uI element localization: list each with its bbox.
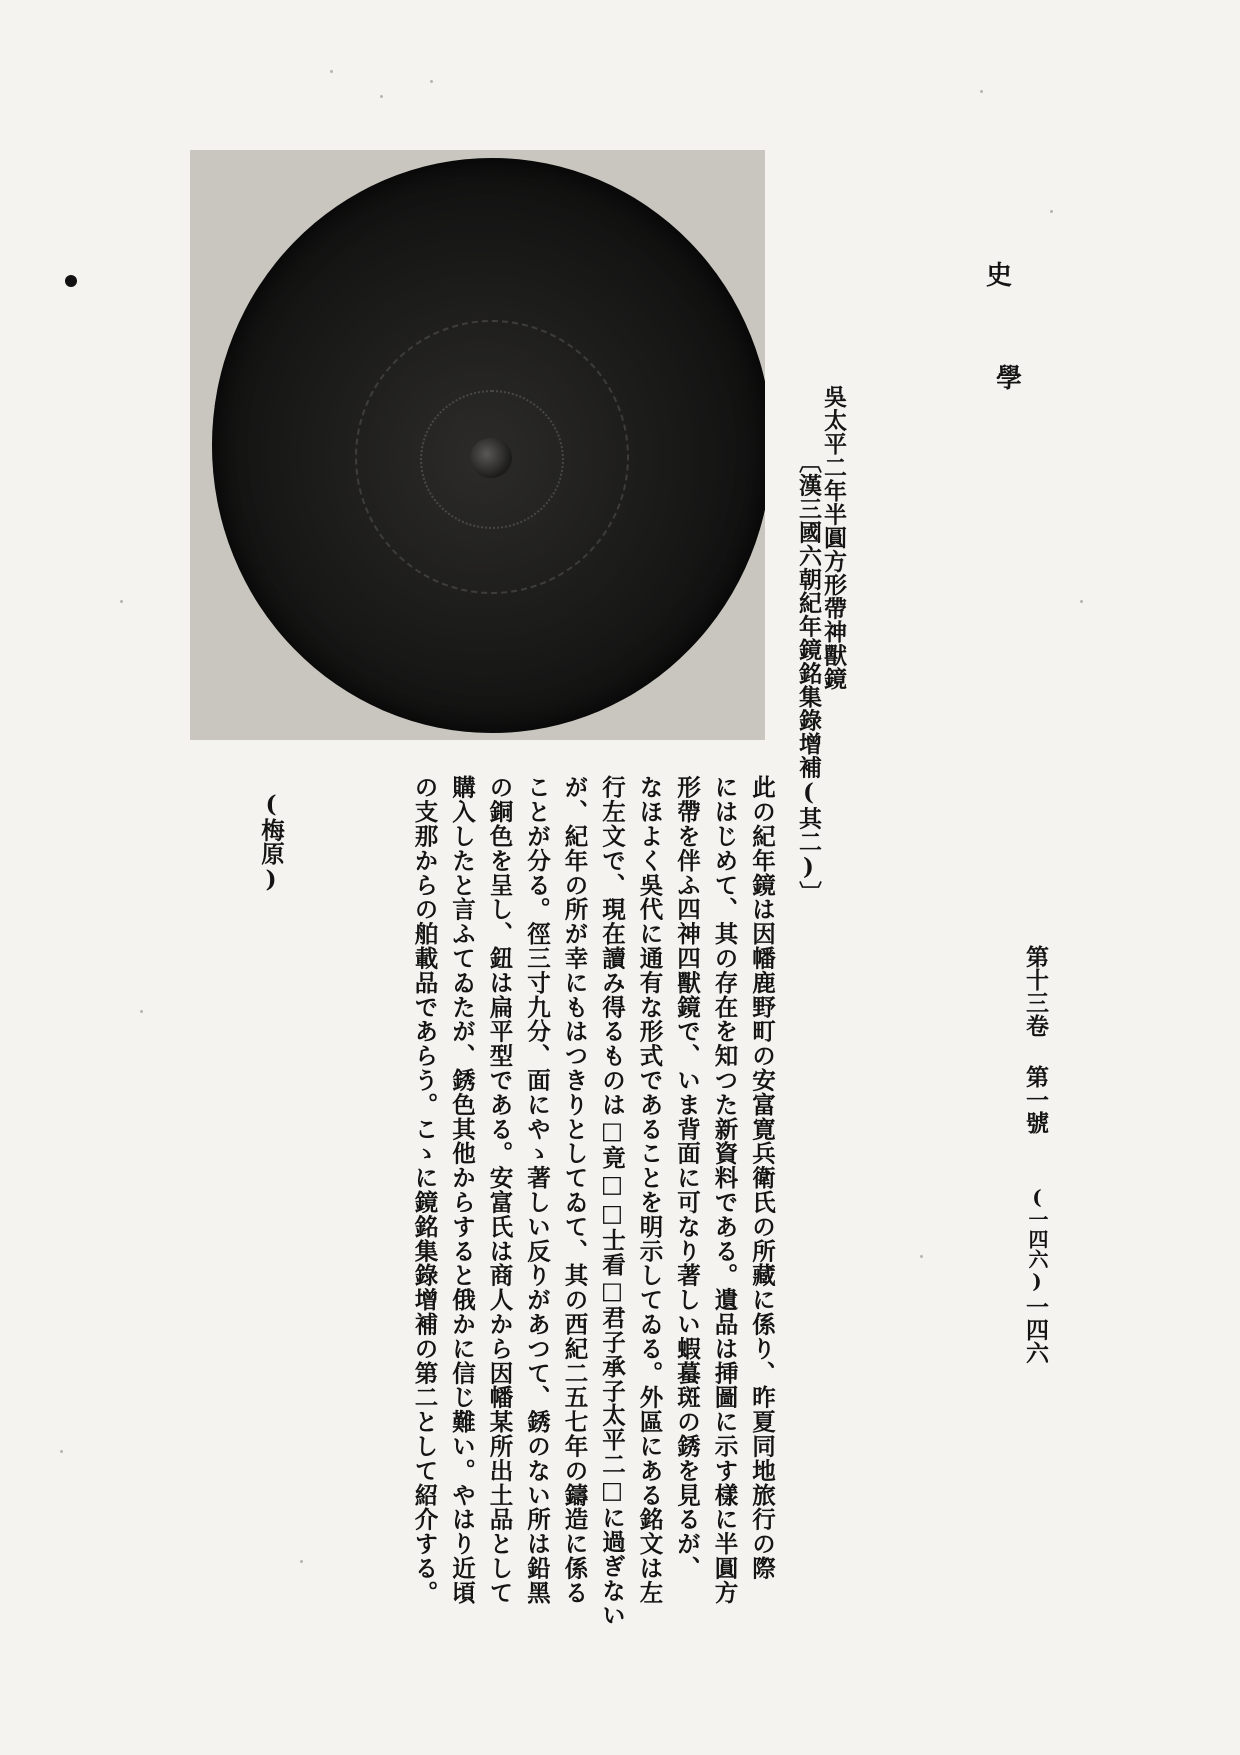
body-line: 形帶を伴ふ四神四獸鏡で、いま背面に可なり著しい蝦蟇斑の銹を見るが、 [673, 775, 701, 1581]
body-line: 購入したと言ふてゐたが、銹色其他からすると俄かに信じ難い。やはり近頃 [448, 775, 476, 1605]
volume-number: 第十三卷 [1022, 945, 1049, 1037]
issue-number: 第一號 [1022, 1065, 1049, 1134]
body-line: 此の紀年鏡は因幡鹿野町の安富寛兵衛氏の所藏に係り、昨夏同地旅行の際 [748, 775, 776, 1581]
body-line: ことが分る。徑三寸九分、面にやゝ著しい反りがあつて、銹のない所は鉛黑 [523, 775, 551, 1605]
article-subtitle: 〔漢三國六朝紀年鏡銘集錄增補(其二)〕 [795, 450, 822, 905]
mirror-knob [470, 438, 512, 478]
body-line: の銅色を呈し、鈕は扁平型である。安富氏は商人から因幡某所出土品として [485, 775, 514, 1605]
page-number-parenthesized: (一四六) [1025, 1185, 1049, 1293]
page-number: 一四六 [1022, 1295, 1049, 1364]
body-line: なほよく吳代に通有な形式であることを明示してゐる。外區にある銘文は左 [635, 775, 664, 1605]
article-body [405, 775, 780, 1627]
author-signature: (梅原) [257, 790, 285, 893]
body-line: 行左文で、現在讀み得るものは□竟□□士看□君子承子太平二□に過ぎない [598, 775, 626, 1628]
body-line: の支那からの舶載品であらう。こゝに鏡銘集錄增補の第二として紹介する。 [410, 775, 439, 1605]
body-line: が、紀年の所が幸にもはつきりとしてゐて、其の西紀二五七年の鑄造に係る [560, 775, 589, 1605]
article-title: 吳太平二年半圓方形帶神獸鏡 [820, 385, 847, 691]
ink-dot [65, 275, 77, 287]
running-title-char-1: 史 [985, 261, 1012, 291]
body-line: にはじめて、其の存在を知つた新資料である。遺品は挿圖に示す樣に半圓方 [710, 775, 739, 1605]
mirror-photograph [190, 150, 765, 740]
running-title-char-2: 學 [995, 364, 1022, 394]
